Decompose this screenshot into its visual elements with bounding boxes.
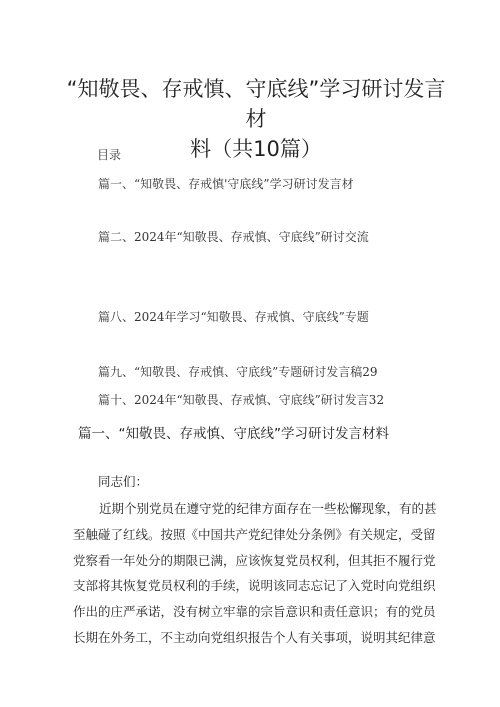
body-paragraph [73, 496, 439, 651]
toc-item: 篇八、2024年学习“知敬畏、存戒慎、守底线”专题 [98, 310, 369, 324]
body-line: 作出的庄严承诺，没有树立牢靠的宗旨意识和责任意识；有的党员 [73, 604, 436, 620]
title-line-2: 料（共10篇） [190, 137, 322, 161]
salutation: 同志们： [98, 474, 149, 489]
body-line: 近期个别党员在遵守党的纪律方面存在一些松懈现象，有的甚 [99, 501, 437, 516]
toc-item: 篇二、2024年“知敬畏、存戒慎、守底线”研讨交流 [98, 230, 369, 244]
body-line: 党察看一年处分的期限已满，应该恢复党员权利，但其拒不履行党 [73, 552, 436, 568]
toc-item: 篇十、2024年“知敬畏、存戒慎、守底线”研讨发言32 [98, 393, 385, 407]
section-heading: 篇一、“知敬畏、存戒慎、守底线”学习研讨发言材料 [78, 426, 389, 442]
title-line-1: “知敬畏、存戒慎、守底线”学习研讨发言材 [66, 77, 446, 131]
body-line: 长期在外务工，不主动向党组织报告个人有关事项，说明其纪律意 [73, 629, 436, 645]
toc-item: 篇九、“知敬畏、存戒慎、守底线”专题研讨发言稿29 [98, 365, 378, 379]
toc-heading: 目录 [97, 148, 122, 162]
toc-item: 篇一、“知敬畏、存戒慎'守底线”学习研讨发言材 [98, 177, 354, 191]
body-line: 至触碰了红线。按照《中国共产党纪律处分条例》有关规定，受留 [73, 526, 436, 542]
body-line: 支部将其恢复党员权利的手续，说明该同志忘记了入党时向党组织 [73, 578, 436, 594]
